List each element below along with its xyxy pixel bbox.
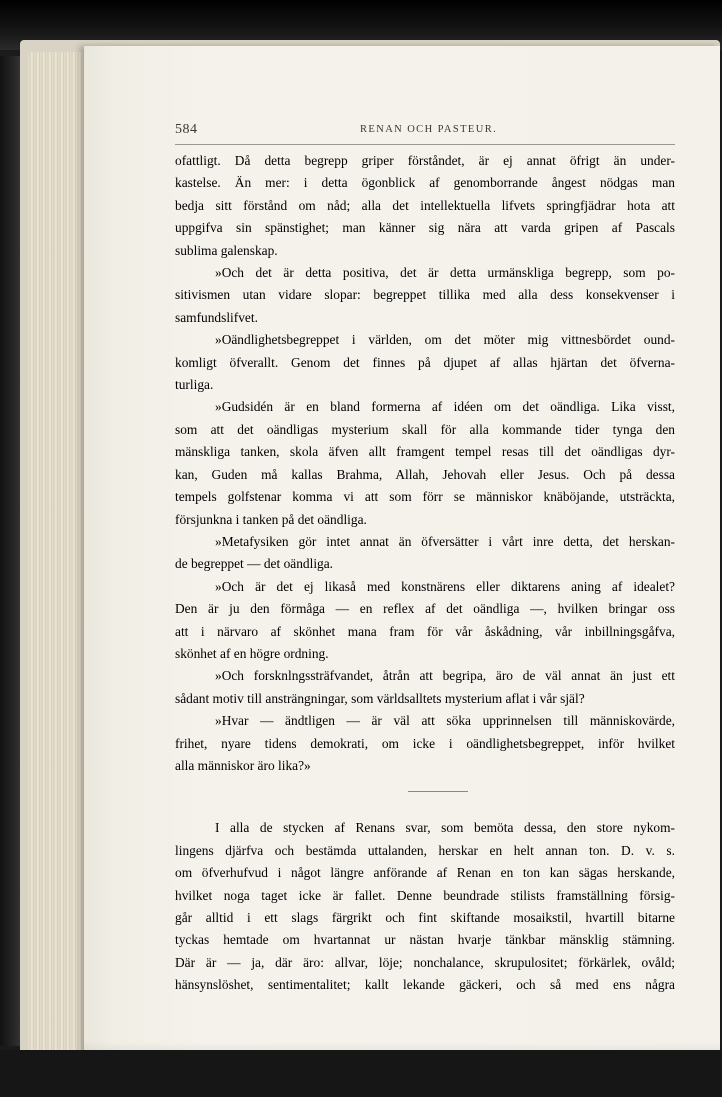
text-line: Där är — ja, där äro: allvar, löje; nonchalance, skrupulositet; förkärlek, ovåld; [175, 954, 675, 970]
text-line: Den är ju den förmåga — en reflex af det oändliga —, hvilken bringar oss [175, 601, 675, 617]
text-line: hänsynslöshet, sentimentalitet; kallt lekande gäckeri, och så med ens några [175, 977, 675, 993]
text-line: frihet, nyare tidens demokrati, om icke i oändlighetsbegreppet, inför hvilket [175, 735, 675, 751]
text-line: bedja sitt förstånd om nåd; alla det intellektuella lifvets springfjädrar hota att [175, 197, 675, 213]
text-line: »Hvar — ändtligen — är väl att söka upprinnelsen till människovärde, [215, 713, 675, 729]
text-line: sådant motiv till ansträngningar, som världsalltets mysterium aflat i vår själ? [175, 690, 585, 706]
text-line: sublima galenskap. [175, 242, 278, 258]
text-line: försjunkna i tanken på det oändliga. [175, 511, 367, 527]
running-title: RENAN OCH PASTEUR. [360, 124, 498, 135]
text-line: uppgifva sin spänstighet; man känner sig nära att varda gripen af Pascals [175, 220, 675, 236]
text-line: alla människor äro lika?» [175, 757, 311, 773]
text-line: lingens djärfva och bestämda uttalanden, herskar en helt annan ton. D. v. s. [175, 842, 675, 858]
background-shadow-bottom [0, 1050, 722, 1097]
text-line: »Oändlighetsbegreppet i världen, om det möter mig vittnesbördet ound- [215, 332, 675, 348]
text-line: tyckas hemtade om hvartannat ur nästan hvarje tänkbar mänsklig stämning. [175, 932, 675, 948]
text-line: »Och är det ej likaså med konstnärens eller diktarens aning af idealet? [215, 578, 675, 594]
text-line: kastelse. Än mer: i detta ögonblick af genomborrande ångest nödgas man [175, 175, 675, 191]
text-line: »Och det är detta positiva, det är detta urmänskliga begrepp, som po- [215, 265, 675, 281]
text-line: tempels golfstenar komma vi att som förr se människor knäböjande, utsträckta, [175, 489, 675, 505]
page-edges [28, 52, 88, 1052]
text-line: mänskliga tanken, skola äfven allt framgent tempel resas till det oändligas dyr- [175, 444, 675, 460]
page-number: 584 [175, 122, 198, 137]
text-line: går alltid i ett slags färgrikt och fint skiftande mosaikstil, hvartill bitarne [175, 910, 675, 925]
running-head-area [175, 122, 722, 145]
text-line: »Och forsknlngssträfvandet, åtrån att begripa, äro de väl annat än just ett [215, 668, 675, 684]
text-line: ofattligt. Då detta begrepp griper förståndet, är ej annat öfrigt än under- [175, 153, 675, 168]
text-line: sitivismen utan vidare slopar: begreppet tillika med alla dess konsekvenser i [175, 287, 675, 303]
text-line: de begreppet — det oändliga. [175, 556, 334, 572]
text-line: kan, Guden må kallas Brahma, Allah, Jehovah eller Jesus. Och på dessa [175, 466, 675, 482]
text-line: »Gudsidén är en bland formerna af idéen om det oändliga. Lika visst, [215, 399, 675, 415]
text-line: komligt öfverallt. Genom det finnes på djupet af allas hjärtan det öfverna- [175, 354, 675, 370]
text-line: I alla de stycken af Renans svar, som bemöta dessa, den store nykom- [215, 820, 675, 836]
text-line: hvilket noga taget icke är fallet. Denne beundrade stilists framställning försig- [175, 887, 675, 903]
text-line: om öfverhufvud i något längre anförande af Renan en ton kan sägas herskande, [175, 865, 675, 881]
running-head [175, 122, 675, 145]
text-line: »Metafysiken gör intet annat än öfversätter i vårt inre detta, det herskan- [215, 533, 675, 549]
text-line: turliga. [175, 377, 214, 393]
text-line: att i närvaro af skönhet mana fram för vår åskådning, vår inbillningsgåfva, [175, 623, 675, 639]
body-text [175, 150, 675, 997]
text-line: som att det oändligas mysterium skall för alla kommande tider tynga den [175, 421, 675, 437]
text-line: samfundslifvet. [175, 309, 258, 325]
section-divider [408, 791, 468, 792]
text-line: skönhet af en högre ordning. [175, 645, 329, 661]
